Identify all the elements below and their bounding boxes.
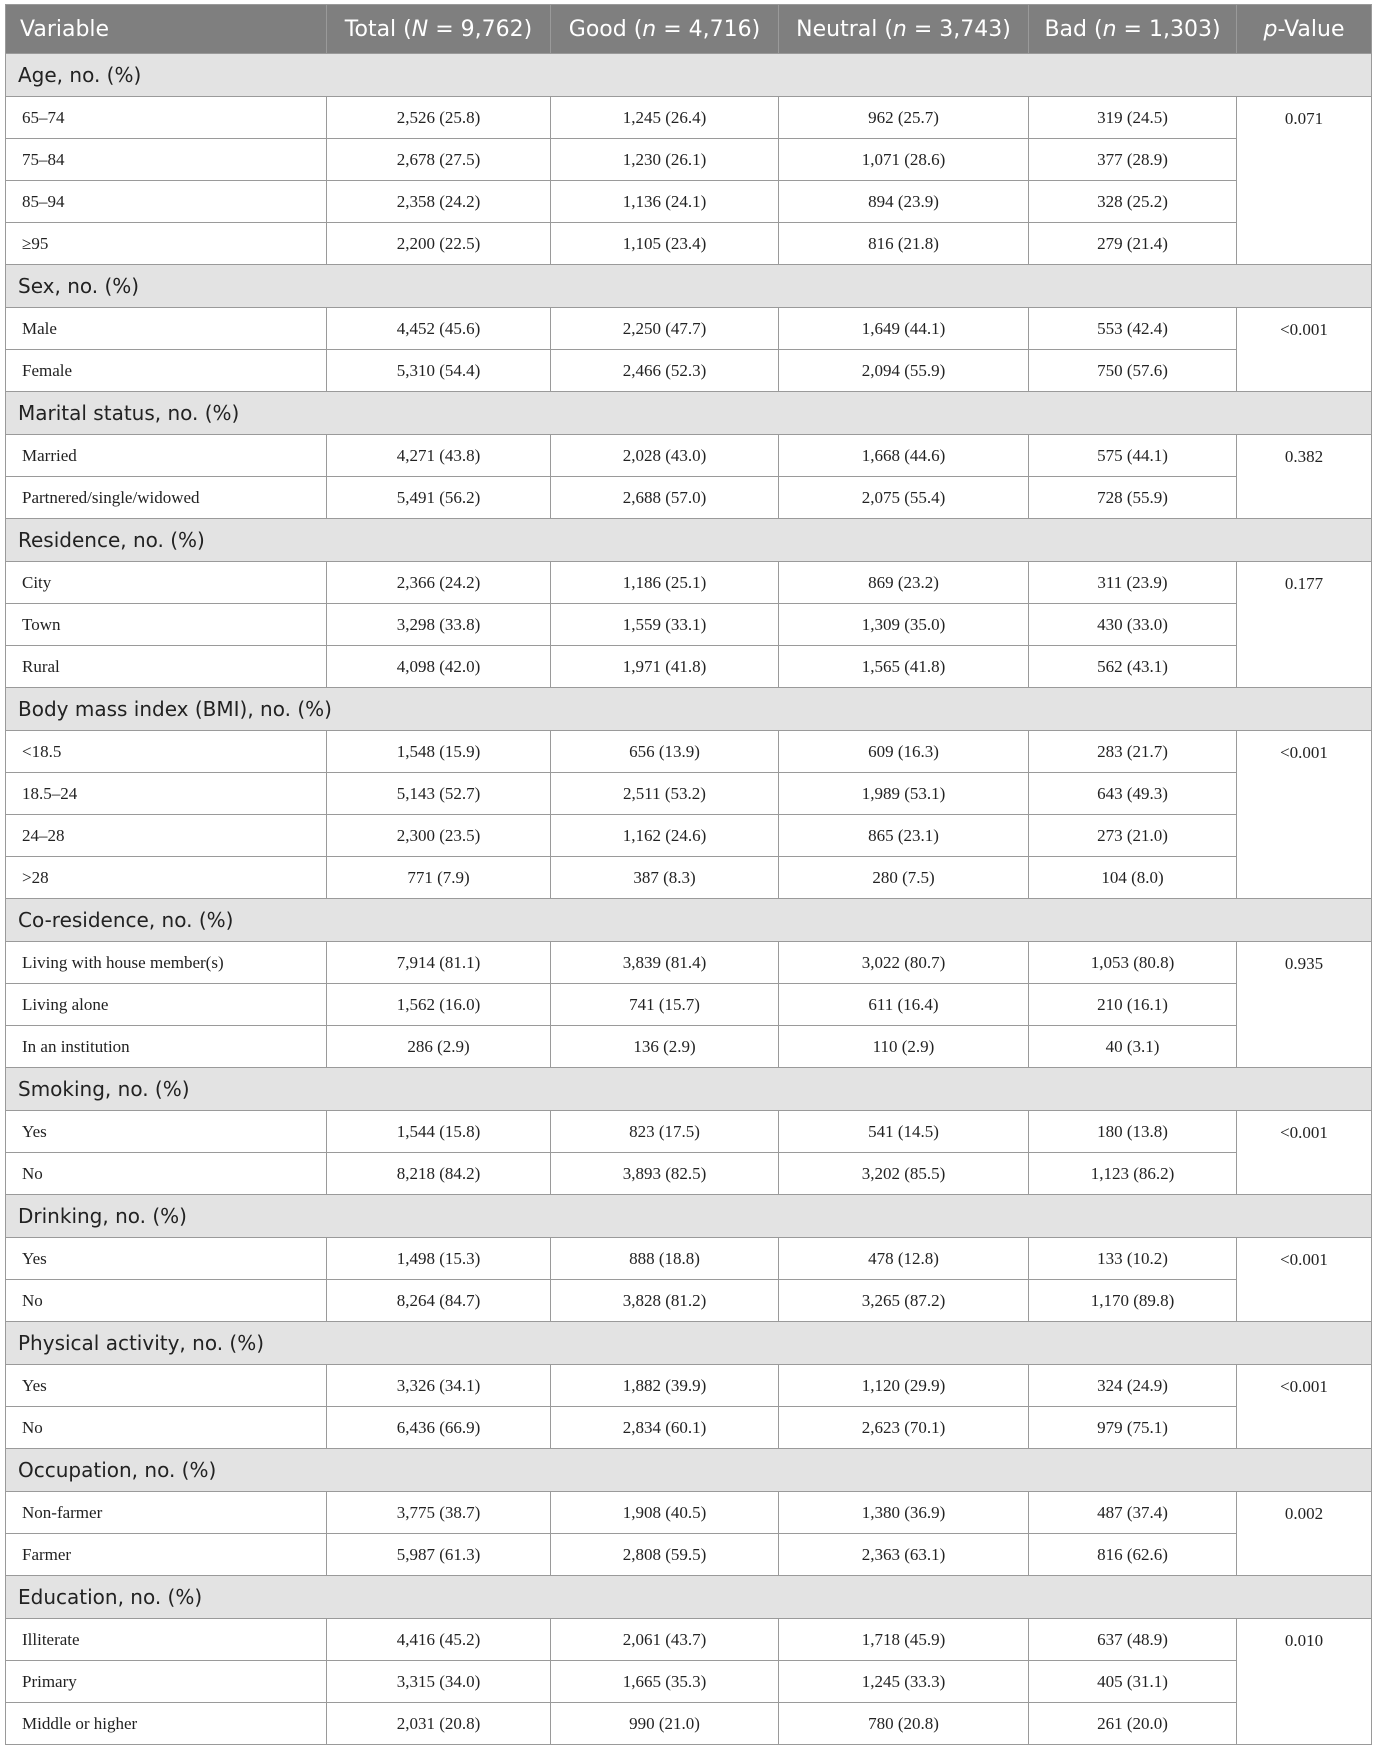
cell-neutral: 816 (21.8) (779, 223, 1029, 265)
cell-good: 3,893 (82.5) (551, 1153, 779, 1195)
section-title: Residence, no. (%) (6, 519, 1372, 562)
row-label: Yes (6, 1365, 327, 1407)
cell-good: 2,466 (52.3) (551, 350, 779, 392)
cell-total: 7,914 (81.1) (327, 942, 551, 984)
cell-total: 6,436 (66.9) (327, 1407, 551, 1449)
cell-bad: 637 (48.9) (1029, 1619, 1237, 1661)
cell-good: 2,688 (57.0) (551, 477, 779, 519)
cell-total: 286 (2.9) (327, 1026, 551, 1068)
cell-total: 4,452 (45.6) (327, 308, 551, 350)
row-label: City (6, 562, 327, 604)
cell-good: 1,665 (35.3) (551, 1661, 779, 1703)
table-row (6, 815, 1372, 857)
cell-p-value: 0.382 (1237, 435, 1372, 519)
row-label: In an institution (6, 1026, 327, 1068)
table-row (6, 1534, 1372, 1576)
table-row (6, 1153, 1372, 1195)
table-row (6, 181, 1372, 223)
row-label: 24–28 (6, 815, 327, 857)
cell-total: 8,218 (84.2) (327, 1153, 551, 1195)
row-label: No (6, 1407, 327, 1449)
table-row (6, 1703, 1372, 1745)
cell-total: 2,526 (25.8) (327, 97, 551, 139)
cell-p-value: <0.001 (1237, 1111, 1372, 1195)
cell-p-value: 0.935 (1237, 942, 1372, 1068)
cell-total: 5,491 (56.2) (327, 477, 551, 519)
cell-neutral: 962 (25.7) (779, 97, 1029, 139)
cell-good: 1,136 (24.1) (551, 181, 779, 223)
cell-neutral: 609 (16.3) (779, 731, 1029, 773)
cell-neutral: 3,265 (87.2) (779, 1280, 1029, 1322)
table-row (6, 1280, 1372, 1322)
cell-neutral: 2,075 (55.4) (779, 477, 1029, 519)
cell-good: 1,162 (24.6) (551, 815, 779, 857)
table-row (6, 646, 1372, 688)
table-row (6, 435, 1372, 477)
cell-p-value: 0.002 (1237, 1492, 1372, 1576)
row-label: Middle or higher (6, 1703, 327, 1745)
cell-neutral: 2,363 (63.1) (779, 1534, 1029, 1576)
cell-total: 2,366 (24.2) (327, 562, 551, 604)
cell-neutral: 3,022 (80.7) (779, 942, 1029, 984)
section-title: Education, no. (%) (6, 1576, 1372, 1619)
section-header-row (6, 265, 1372, 308)
section-title: Drinking, no. (%) (6, 1195, 1372, 1238)
row-label: Farmer (6, 1534, 327, 1576)
cell-good: 990 (21.0) (551, 1703, 779, 1745)
cell-good: 888 (18.8) (551, 1238, 779, 1280)
cell-total: 2,031 (20.8) (327, 1703, 551, 1745)
row-label: Living with house member(s) (6, 942, 327, 984)
cell-good: 1,105 (23.4) (551, 223, 779, 265)
cell-p-value: <0.001 (1237, 731, 1372, 899)
table-row (6, 477, 1372, 519)
table-row (6, 223, 1372, 265)
cell-bad: 283 (21.7) (1029, 731, 1237, 773)
cell-neutral: 894 (23.9) (779, 181, 1029, 223)
row-label: Yes (6, 1238, 327, 1280)
cell-total: 1,498 (15.3) (327, 1238, 551, 1280)
table-row (6, 1238, 1372, 1280)
cell-bad: 575 (44.1) (1029, 435, 1237, 477)
cell-good: 1,230 (26.1) (551, 139, 779, 181)
cell-total: 3,315 (34.0) (327, 1661, 551, 1703)
table-row (6, 139, 1372, 181)
cell-neutral: 110 (2.9) (779, 1026, 1029, 1068)
cell-total: 2,300 (23.5) (327, 815, 551, 857)
cell-bad: 104 (8.0) (1029, 857, 1237, 899)
header-neutral: Neutral (n = 3,743) (779, 5, 1029, 54)
table-row (6, 308, 1372, 350)
cell-total: 5,310 (54.4) (327, 350, 551, 392)
cell-good: 1,971 (41.8) (551, 646, 779, 688)
row-label: Male (6, 308, 327, 350)
cell-good: 3,828 (81.2) (551, 1280, 779, 1322)
cell-neutral: 1,380 (36.9) (779, 1492, 1029, 1534)
cell-good: 1,559 (33.1) (551, 604, 779, 646)
row-label: Married (6, 435, 327, 477)
cell-neutral: 1,309 (35.0) (779, 604, 1029, 646)
cell-bad: 324 (24.9) (1029, 1365, 1237, 1407)
cell-total: 3,326 (34.1) (327, 1365, 551, 1407)
cell-total: 5,987 (61.3) (327, 1534, 551, 1576)
header-bad: Bad (n = 1,303) (1029, 5, 1237, 54)
row-label: Town (6, 604, 327, 646)
header-total: Total (N = 9,762) (327, 5, 551, 54)
section-header-row (6, 1068, 1372, 1111)
cell-total: 3,775 (38.7) (327, 1492, 551, 1534)
table-row (6, 1619, 1372, 1661)
cell-neutral: 1,120 (29.9) (779, 1365, 1029, 1407)
section-title: Physical activity, no. (%) (6, 1322, 1372, 1365)
cell-neutral: 1,718 (45.9) (779, 1619, 1029, 1661)
cell-bad: 273 (21.0) (1029, 815, 1237, 857)
cell-neutral: 3,202 (85.5) (779, 1153, 1029, 1195)
cell-bad: 405 (31.1) (1029, 1661, 1237, 1703)
table-row (6, 1407, 1372, 1449)
cell-bad: 210 (16.1) (1029, 984, 1237, 1026)
section-title: Smoking, no. (%) (6, 1068, 1372, 1111)
cell-good: 2,028 (43.0) (551, 435, 779, 477)
table-row (6, 1365, 1372, 1407)
cell-bad: 562 (43.1) (1029, 646, 1237, 688)
cell-bad: 979 (75.1) (1029, 1407, 1237, 1449)
cell-neutral: 2,623 (70.1) (779, 1407, 1029, 1449)
cell-p-value: 0.010 (1237, 1619, 1372, 1745)
cell-bad: 311 (23.9) (1029, 562, 1237, 604)
table-row (6, 984, 1372, 1026)
section-header-row (6, 392, 1372, 435)
cell-total: 3,298 (33.8) (327, 604, 551, 646)
cell-total: 4,271 (43.8) (327, 435, 551, 477)
table-row (6, 857, 1372, 899)
cell-bad: 487 (37.4) (1029, 1492, 1237, 1534)
cell-neutral: 869 (23.2) (779, 562, 1029, 604)
section-title: Occupation, no. (%) (6, 1449, 1372, 1492)
table-row (6, 1661, 1372, 1703)
cell-neutral: 865 (23.1) (779, 815, 1029, 857)
header-p-value: p-Value (1237, 5, 1372, 54)
row-label: Yes (6, 1111, 327, 1153)
row-label: <18.5 (6, 731, 327, 773)
cell-good: 1,882 (39.9) (551, 1365, 779, 1407)
section-header-row (6, 54, 1372, 97)
row-label: Primary (6, 1661, 327, 1703)
row-label: >28 (6, 857, 327, 899)
cell-bad: 553 (42.4) (1029, 308, 1237, 350)
cell-total: 8,264 (84.7) (327, 1280, 551, 1322)
section-header-row (6, 1449, 1372, 1492)
cell-neutral: 780 (20.8) (779, 1703, 1029, 1745)
row-label: Illiterate (6, 1619, 327, 1661)
section-title: Sex, no. (%) (6, 265, 1372, 308)
cell-p-value: 0.177 (1237, 562, 1372, 688)
row-label: 18.5–24 (6, 773, 327, 815)
cell-p-value: <0.001 (1237, 1238, 1372, 1322)
section-header-row (6, 688, 1372, 731)
cell-bad: 816 (62.6) (1029, 1534, 1237, 1576)
cell-neutral: 478 (12.8) (779, 1238, 1029, 1280)
header-variable: Variable (6, 5, 327, 54)
row-label: 65–74 (6, 97, 327, 139)
cell-bad: 319 (24.5) (1029, 97, 1237, 139)
cell-p-value: 0.071 (1237, 97, 1372, 265)
row-label: Female (6, 350, 327, 392)
cell-bad: 1,170 (89.8) (1029, 1280, 1237, 1322)
cell-good: 1,186 (25.1) (551, 562, 779, 604)
cell-bad: 328 (25.2) (1029, 181, 1237, 223)
cell-neutral: 541 (14.5) (779, 1111, 1029, 1153)
cell-good: 3,839 (81.4) (551, 942, 779, 984)
cell-good: 136 (2.9) (551, 1026, 779, 1068)
cell-neutral: 611 (16.4) (779, 984, 1029, 1026)
cell-total: 2,358 (24.2) (327, 181, 551, 223)
data-table (5, 4, 1372, 1745)
cell-neutral: 2,094 (55.9) (779, 350, 1029, 392)
cell-good: 2,834 (60.1) (551, 1407, 779, 1449)
row-label: No (6, 1280, 327, 1322)
table-header (6, 5, 1372, 54)
cell-neutral: 1,649 (44.1) (779, 308, 1029, 350)
row-label: 85–94 (6, 181, 327, 223)
section-header-row (6, 519, 1372, 562)
cell-total: 1,544 (15.8) (327, 1111, 551, 1153)
cell-bad: 1,053 (80.8) (1029, 942, 1237, 984)
cell-good: 1,245 (26.4) (551, 97, 779, 139)
section-title: Age, no. (%) (6, 54, 1372, 97)
cell-good: 2,808 (59.5) (551, 1534, 779, 1576)
cell-bad: 279 (21.4) (1029, 223, 1237, 265)
cell-neutral: 1,668 (44.6) (779, 435, 1029, 477)
header-good: Good (n = 4,716) (551, 5, 779, 54)
cell-total: 771 (7.9) (327, 857, 551, 899)
row-label: ≥95 (6, 223, 327, 265)
section-title: Marital status, no. (%) (6, 392, 1372, 435)
cell-good: 823 (17.5) (551, 1111, 779, 1153)
row-label: 75–84 (6, 139, 327, 181)
cell-good: 741 (15.7) (551, 984, 779, 1026)
cell-bad: 377 (28.9) (1029, 139, 1237, 181)
table-row (6, 731, 1372, 773)
cell-bad: 643 (49.3) (1029, 773, 1237, 815)
cell-neutral: 1,989 (53.1) (779, 773, 1029, 815)
table-row (6, 1111, 1372, 1153)
cell-total: 4,416 (45.2) (327, 1619, 551, 1661)
cell-total: 1,548 (15.9) (327, 731, 551, 773)
cell-total: 1,562 (16.0) (327, 984, 551, 1026)
cell-neutral: 1,071 (28.6) (779, 139, 1029, 181)
row-label: Rural (6, 646, 327, 688)
cell-bad: 261 (20.0) (1029, 1703, 1237, 1745)
row-label: Living alone (6, 984, 327, 1026)
table-row (6, 1026, 1372, 1068)
cell-good: 2,061 (43.7) (551, 1619, 779, 1661)
section-header-row (6, 1322, 1372, 1365)
table-row (6, 562, 1372, 604)
cell-good: 387 (8.3) (551, 857, 779, 899)
table-row (6, 773, 1372, 815)
cell-bad: 728 (55.9) (1029, 477, 1237, 519)
table-row (6, 1492, 1372, 1534)
section-title: Co-residence, no. (%) (6, 899, 1372, 942)
cell-bad: 133 (10.2) (1029, 1238, 1237, 1280)
row-label: Partnered/single/widowed (6, 477, 327, 519)
section-title: Body mass index (BMI), no. (%) (6, 688, 1372, 731)
data-table-container (5, 4, 1371, 1745)
table-row (6, 97, 1372, 139)
cell-p-value: <0.001 (1237, 1365, 1372, 1449)
cell-bad: 430 (33.0) (1029, 604, 1237, 646)
row-label: No (6, 1153, 327, 1195)
cell-neutral: 280 (7.5) (779, 857, 1029, 899)
cell-bad: 40 (3.1) (1029, 1026, 1237, 1068)
cell-good: 656 (13.9) (551, 731, 779, 773)
cell-bad: 180 (13.8) (1029, 1111, 1237, 1153)
section-header-row (6, 899, 1372, 942)
cell-good: 2,511 (53.2) (551, 773, 779, 815)
cell-good: 2,250 (47.7) (551, 308, 779, 350)
table-body (6, 54, 1372, 1745)
table-row (6, 604, 1372, 646)
section-header-row (6, 1195, 1372, 1238)
cell-neutral: 1,565 (41.8) (779, 646, 1029, 688)
cell-neutral: 1,245 (33.3) (779, 1661, 1029, 1703)
table-row (6, 942, 1372, 984)
cell-total: 2,200 (22.5) (327, 223, 551, 265)
row-label: Non-farmer (6, 1492, 327, 1534)
cell-good: 1,908 (40.5) (551, 1492, 779, 1534)
cell-total: 2,678 (27.5) (327, 139, 551, 181)
cell-p-value: <0.001 (1237, 308, 1372, 392)
table-row (6, 350, 1372, 392)
section-header-row (6, 1576, 1372, 1619)
cell-total: 5,143 (52.7) (327, 773, 551, 815)
cell-bad: 750 (57.6) (1029, 350, 1237, 392)
cell-bad: 1,123 (86.2) (1029, 1153, 1237, 1195)
header-row (6, 5, 1372, 54)
cell-total: 4,098 (42.0) (327, 646, 551, 688)
